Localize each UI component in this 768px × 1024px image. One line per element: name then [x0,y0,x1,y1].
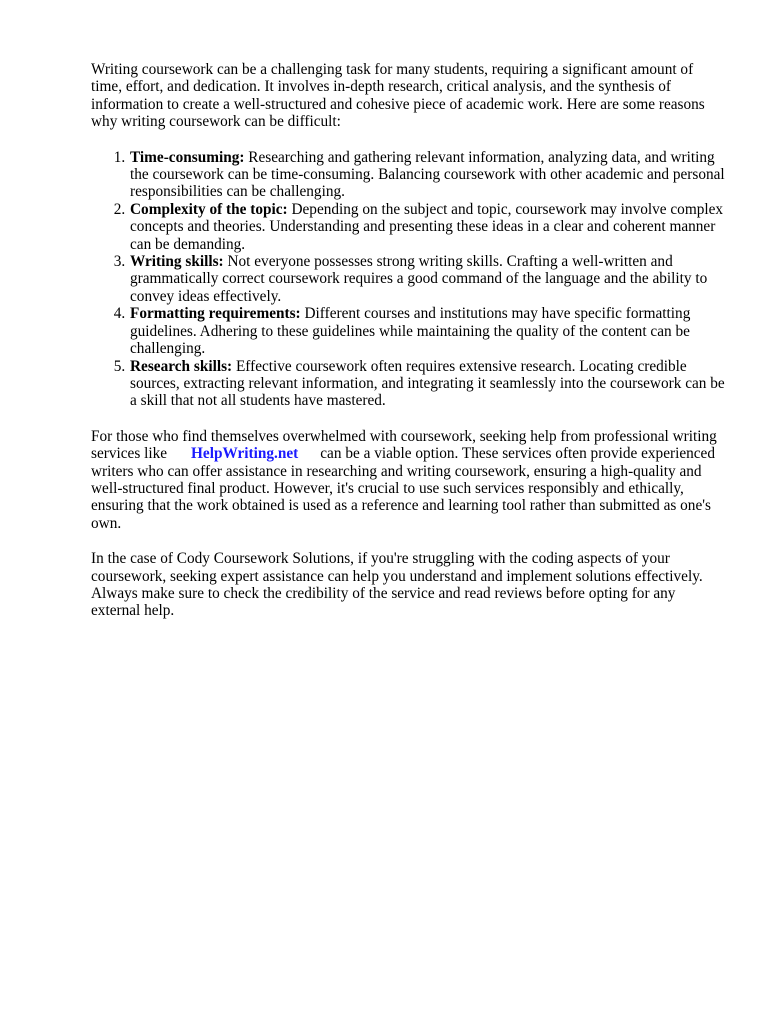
list-item [129,253,727,305]
document-page [91,61,727,620]
reason-text: Not everyone possesses strong writing skills. Crafting a well-written and grammatically correct coursework requires a good command of the language and the ability to convey ideas effectively. [130,253,708,305]
list-item [129,149,727,201]
helpwriting-link[interactable]: HelpWriting.net [191,445,299,463]
reason-term: Formatting requirements: [130,305,301,323]
help-text-before: For those who find themselves overwhelmed with coursework, seeking help from professional writing services like [91,427,717,463]
list-item [129,201,727,253]
list-item [129,305,727,357]
reason-text: Depending on the subject and topic, coursework may involve complex concepts and theories. Understanding and presenting these ideas in a clear and coherent manner can be demanding. [130,200,724,253]
reason-term: Time-consuming: [130,148,245,166]
reason-term: Complexity of the topic: [130,200,288,218]
help-paragraph [91,428,727,532]
reason-term: Research skills: [130,357,233,375]
list-item [129,358,727,410]
closing-paragraph: In the case of Cody Coursework Solutions, if you're struggling with the coding aspects of your coursework, seeking expert assistance can help you understand and implement solutions effectively. Always make sure to check the credibility of the service and read reviews before opting for any external help. [91,550,703,620]
reasons-list [91,149,727,410]
reason-term: Writing skills: [130,253,224,271]
reason-text: Researching and gathering relevant information, analyzing data, and writing the coursework can be time-consuming. Balancing coursework with other academic and personal responsibilities can be challenging. [130,148,725,201]
reason-text: Different courses and institutions may have specific formatting guidelines. Adhering to these guidelines while maintaining the quality of the content can be challenging. [130,305,691,358]
help-text-after: can be a viable option. These services often provide experienced writers who can offer assistance in researching and writing coursework, ensuring a high-quality and well-structured final product. However, it's crucial to use such services responsibly and ethically, ensuring that the work obtained is used as a reference and learning tool rather than submitted as one's own. [91,445,715,532]
intro-paragraph: Writing coursework can be a challenging task for many students, requiring a significant amount of time, effort, and dedication. It involves in-depth research, critical analysis, and the synthesis of information to create a well-structured and cohesive piece of academic work. Here are some reasons why writing coursework can be difficult: [91,61,705,131]
reason-text: Effective coursework often requires extensive research. Locating credible sources, extracting relevant information, and integrating it seamlessly into the coursework can be a skill that not all students have mastered. [130,357,725,410]
